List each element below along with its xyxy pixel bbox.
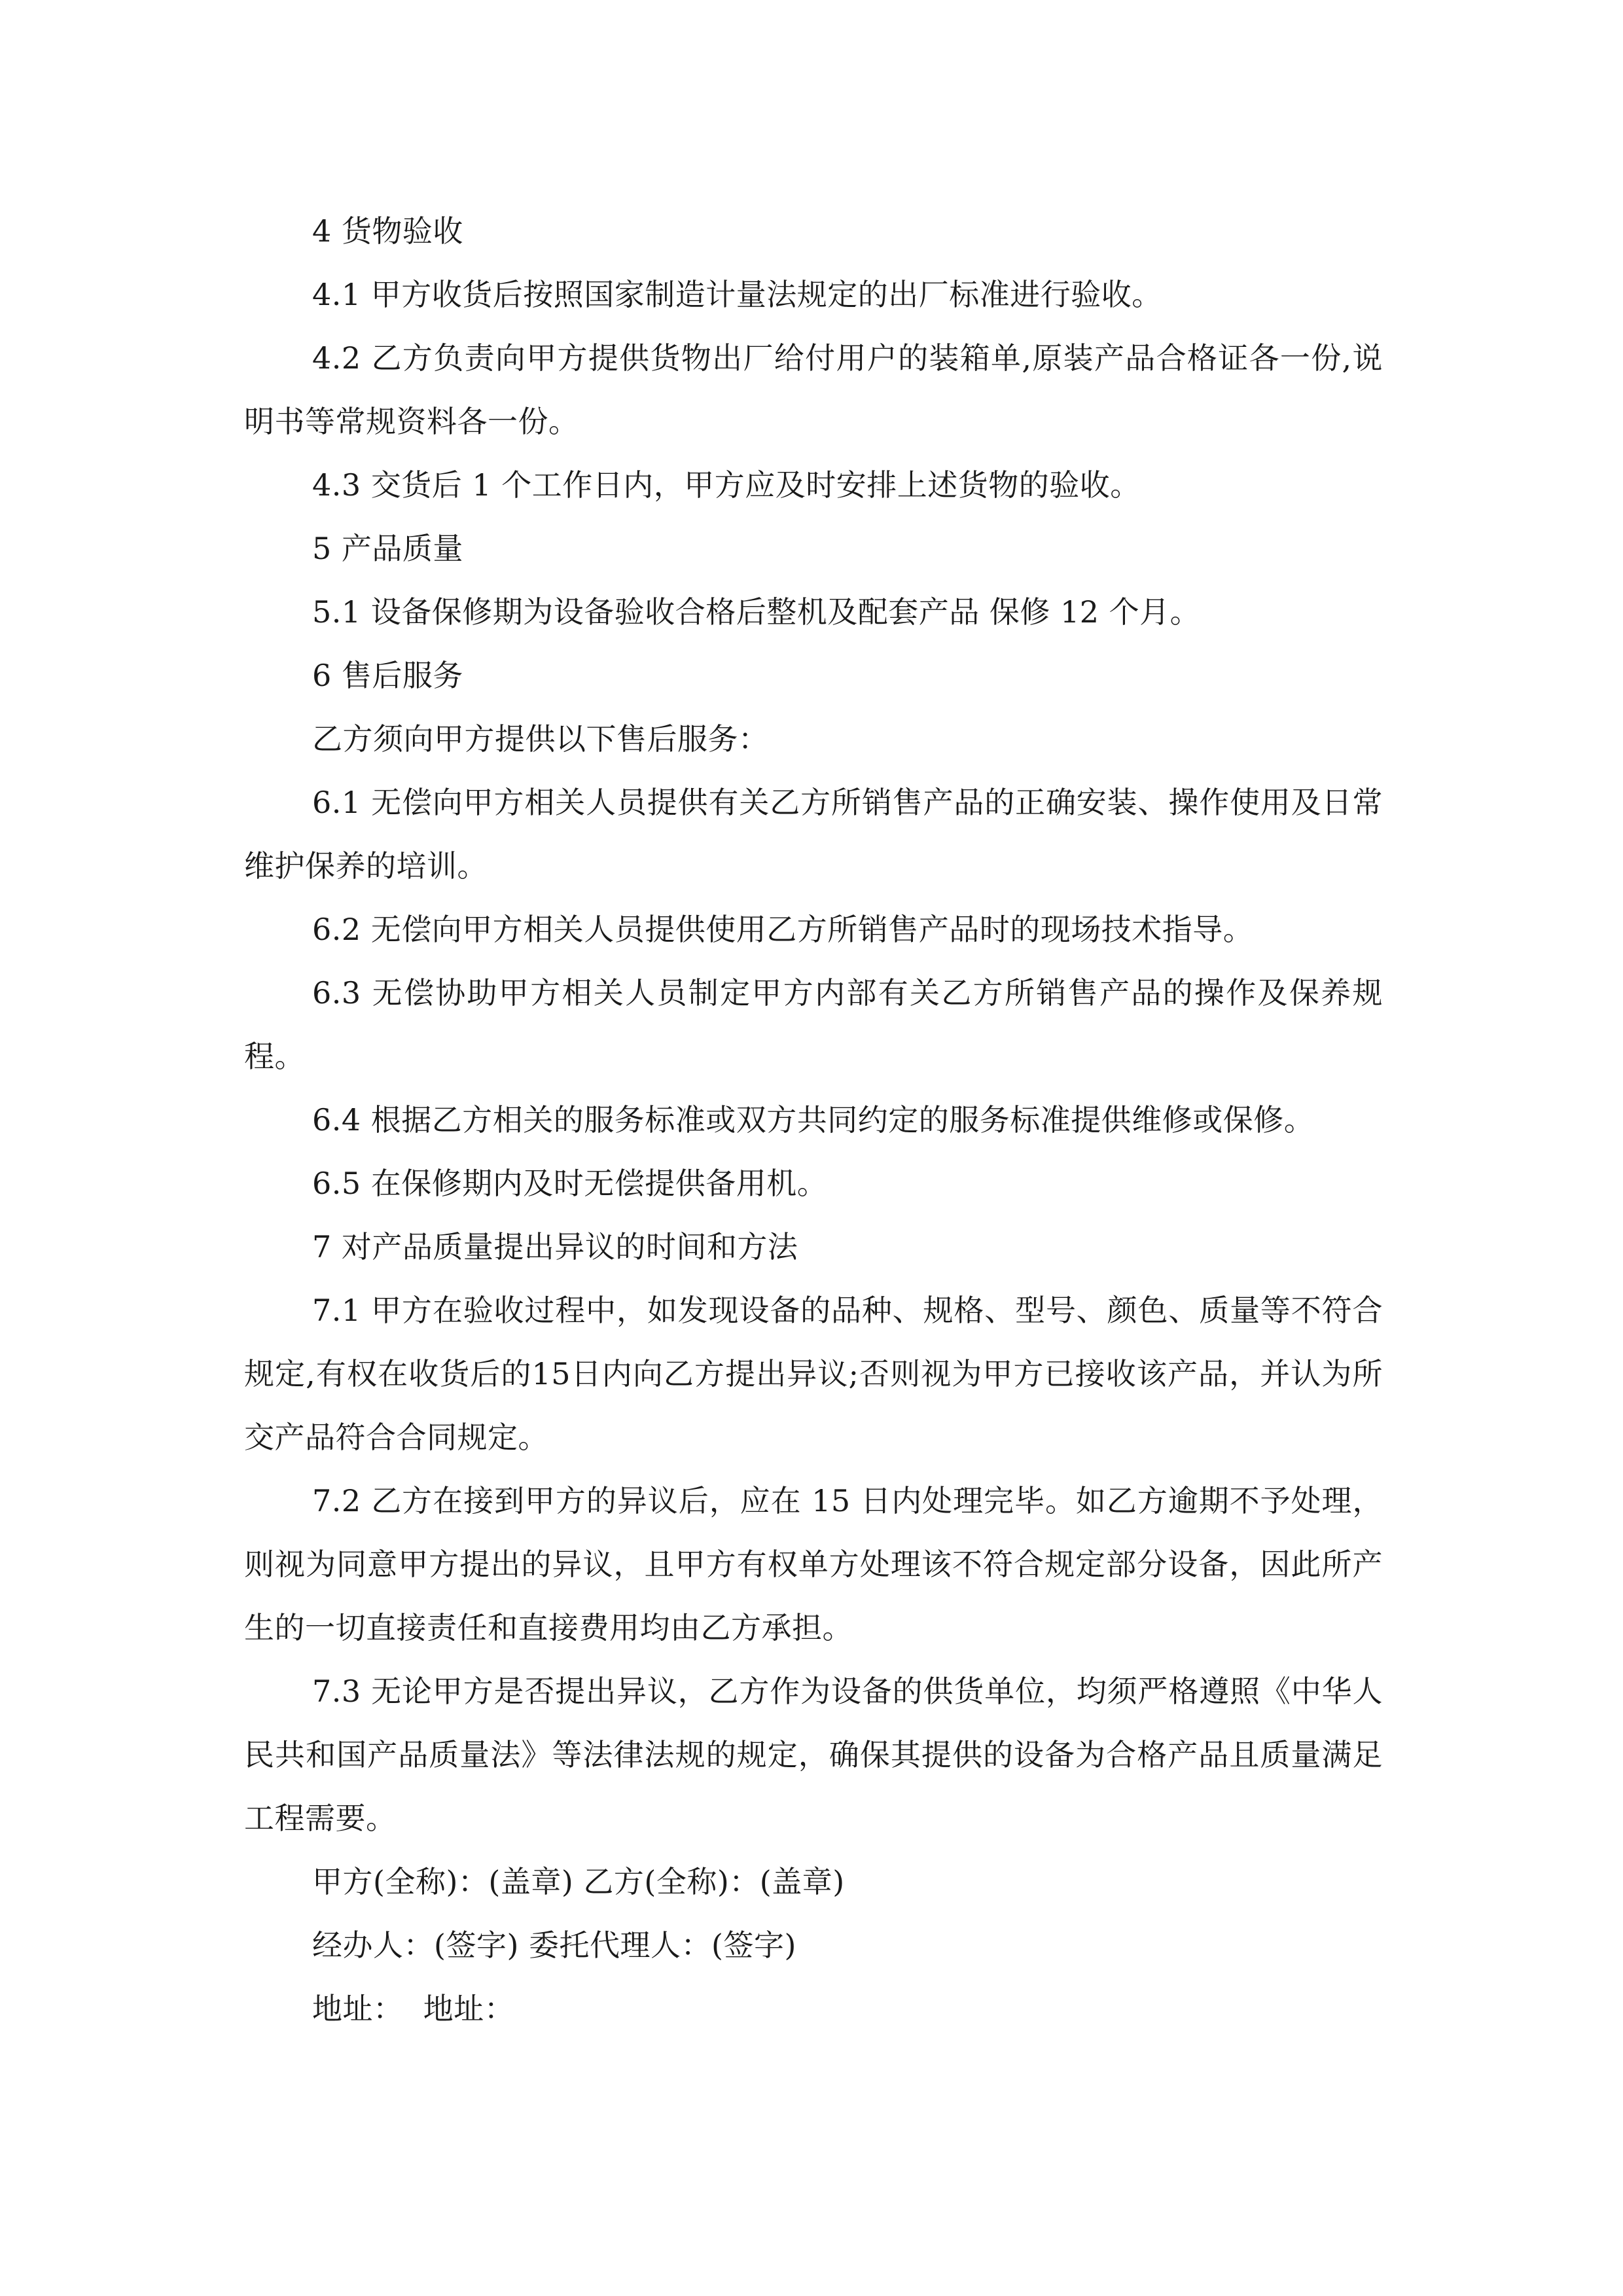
clause-6-5: 6.5 在保修期内及时无偿提供备用机。: [312, 1166, 828, 1201]
clause-4-1: 4.1 甲方收货后按照国家制造计量法规定的出厂标准进行验收。: [312, 277, 1162, 312]
clause-4-3: 4.3 交货后 1 个工作日内，甲方应及时安排上述货物的验收。: [312, 467, 1141, 503]
heading-6-service: 6 售后服务: [312, 658, 463, 693]
clause-4-2: 4.2 乙方负责向甲方提供货物出厂给付用户的装箱单,原装产品合格证各一份,说明书等常规资料各一份。: [244, 340, 1383, 439]
clause-6-3: 6.3 无偿协助甲方相关人员制定甲方内部有关乙方所销售产品的操作及保养规程。: [244, 975, 1383, 1074]
clause-7-1: 7.1 甲方在验收过程中，如发现设备的品种、规格、型号、颜色、质量等不符合规定,有权在收货后的15日内向乙方提出异议;否则视为甲方已接收该产品，并认为所交产品符合合同规定。: [244, 1293, 1383, 1455]
document-body: [244, 200, 1383, 2041]
clause-7-2: 7.2 乙方在接到甲方的异议后，应在 15 日内处理完毕。如乙方逾期不予处理，则视为同意甲方提出的异议，且甲方有权单方处理该不符合规定部分设备，因此所产生的一切直接责任和直接费用均由乙方承担。: [244, 1483, 1383, 1645]
heading-5-quality: 5 产品质量: [312, 531, 463, 566]
clause-5-1: 5.1 设备保修期为设备验收合格后整机及配套产品 保修 12 个月。: [312, 594, 1201, 630]
signature-address-line: 地址： 地址：: [312, 1991, 515, 2026]
clause-6-4: 6.4 根据乙方相关的服务标准或双方共同约定的服务标准提供维修或保修。: [312, 1102, 1315, 1138]
signature-party-line: 甲方(全称)：(盖章) 乙方(全称)：(盖章): [312, 1864, 845, 1899]
signature-agent-line: 经办人：(签字) 委托代理人：(签字): [312, 1928, 796, 1963]
heading-4-acceptance: 4 货物验收: [312, 213, 463, 249]
clause-6-2: 6.2 无偿向甲方相关人员提供使用乙方所销售产品时的现场技术指导。: [312, 912, 1254, 947]
clause-6-1: 6.1 无偿向甲方相关人员提供有关乙方所销售产品的正确安装、操作使用及日常维护保养的培训。: [244, 785, 1383, 884]
service-intro: 乙方须向甲方提供以下售后服务：: [312, 721, 769, 757]
heading-7-objection: 7 对产品质量提出异议的时间和方法: [312, 1229, 798, 1265]
clause-7-3: 7.3 无论甲方是否提出异议，乙方作为设备的供货单位，均须严格遵照《中华人民共和国产品质量法》等法律法规的规定，确保其提供的设备为合格产品且质量满足工程需要。: [244, 1674, 1383, 1836]
